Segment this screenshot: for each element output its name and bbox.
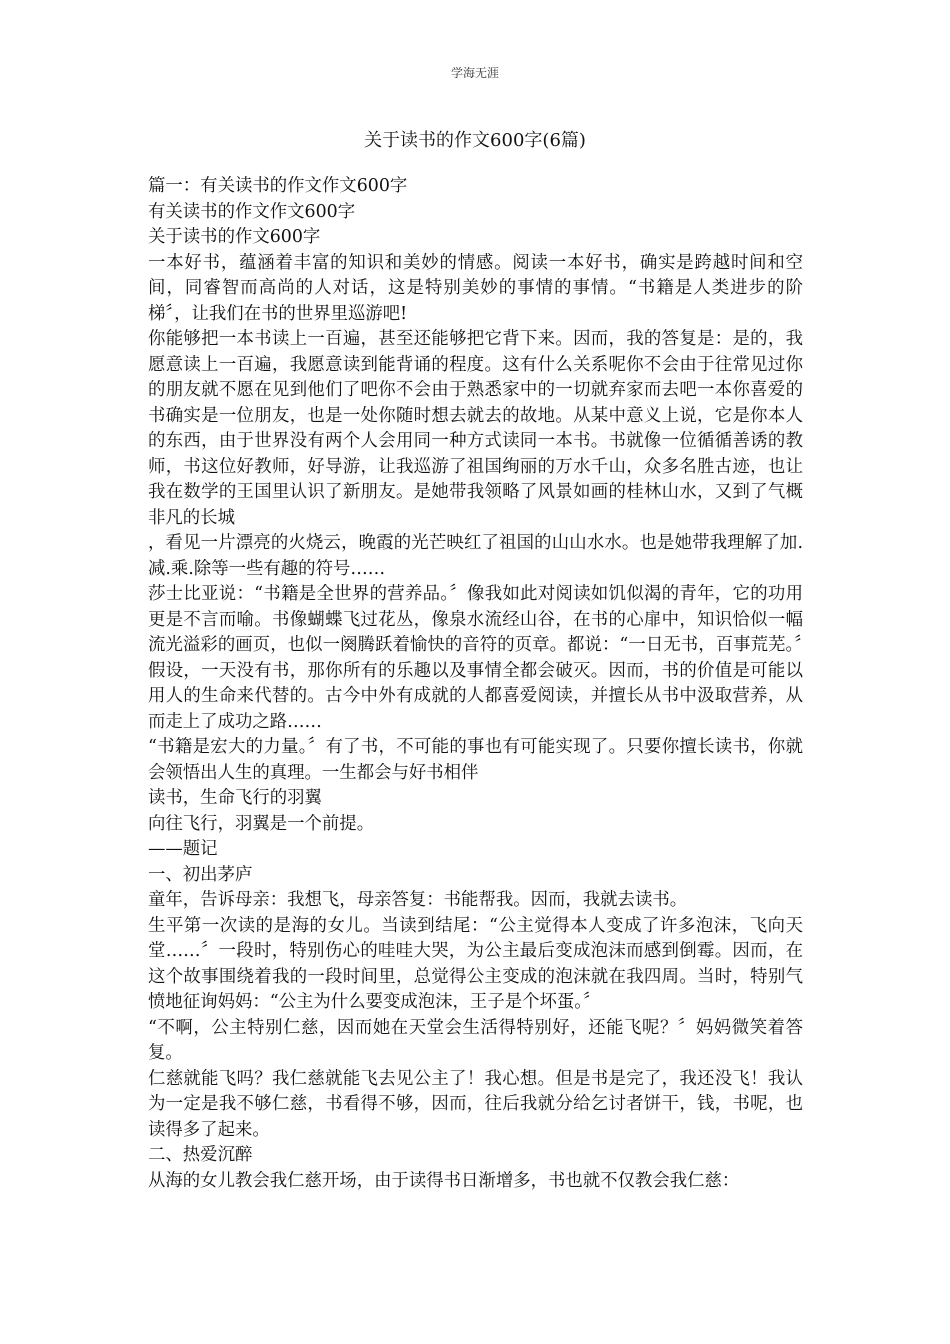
body-paragraph: 你能够把一本书读上一百遍，甚至还能够把它背下来。因而，我的答复是：是的，我愿意读上一百遍，我愿意读到能背诵的程度。这有什么关系呢你不会由于往常见过你的朋友就不愿在见到他们了吧你不会由于熟悉家中的一切就弃家而去吧一本你喜爱的书确实是一位朋友，也是一处你随时想去就去的故地。从某中意义上说，它是你本人的东西，由于世界没有两个人会用同一种方式读同一本书。书就像一位循循善诱的教师，书这位好教师，好导游，让我巡游了祖国绚丽的万水千山，众多名胜古迹，也让我在数学的王国里认识了新朋友。是她带我领略了风景如画的桂林山水，又到了气概非凡的长城 — [148, 329, 803, 528]
subtitle-line: 关于读书的作文600字 — [148, 227, 321, 247]
body-paragraph: ，看见一片漂亮的火烧云，晚霞的光芒映红了祖国的山山水水。也是她带我理解了加.减.乘.除等一些有趣的符号…… — [148, 533, 803, 579]
body-paragraph: 童年，告诉母亲：我想飞，母亲答复：书能帮我。因而，我就去读书。 — [148, 890, 688, 910]
body-paragraph: 莎士比亚说：“书籍是全世界的营养品。〞像我如此对阅读如饥似渴的青年，它的功用更是不言而喻。书像蝴蝶飞过花丛，像泉水流经山谷，在书的心扉中，知识恰似一幅流光溢彩的画页，也似一阕腾跃着愉快的音符的页章。都说：“一日无书，百事荒芜。〞假设，一天没有书，那你所有的乐趣以及事情全都会破灭。因而，书的价值是可能以用人的生命来代替的。古今中外有成就的人都喜爱阅读，并擅长从书中汲取营养，从而走上了成功之路…… — [148, 584, 803, 732]
body-paragraph: “书籍是宏大的力量。〞有了书，不可能的事也有可能实现了。只要你擅长读书，你就会领悟出人生的真理。一生都会与好书相伴 — [148, 737, 803, 783]
body-paragraph: 从海的女儿教会我仁慈开场，由于读得书日渐增多，书也就不仅教会我仁慈： — [148, 1170, 740, 1191]
body-paragraph: “不啊，公主特别仁慈，因而她在天堂会生活得特别好，还能飞呢？〞妈妈微笑着答复。 — [148, 1017, 803, 1063]
body-paragraph: 生平第一次读的是海的女儿。当读到结尾：“公主觉得本人变成了许多泡沫，飞向天堂……〞一段时，特别伤心的哇哇大哭，为公主最后变成泡沫而感到倒霉。因而，在这个故事围绕着我的一段时间里，总觉得公主变成的泡沫就在我四周。当时，特别气愤地征询妈妈：“公主为什么要变成泡沫，王子是个坏蛋。〞 — [148, 915, 803, 1012]
section-heading: 一、初出茅庐 — [148, 864, 253, 885]
subtitle-line: 有关读书的作文作文600字 — [148, 201, 356, 222]
body-paragraph: 向往飞行，羽翼是一个前提。 — [148, 813, 375, 834]
running-header: 学海无涯 — [450, 66, 499, 80]
subtitle-line: 读书，生命飞行的羽翼 — [148, 788, 322, 808]
body-paragraph: 一本好书，蕴涵着丰富的知识和美妙的情感。阅读一本好书，确实是跨越时间和空间，同睿智而高尚的人对话，这是特别美妙的事情的事情。“书籍是人类进步的阶梯〞，让我们在书的世界里巡游吧! — [148, 252, 803, 324]
body-paragraph: 仁慈就能飞吗？我仁慈就能飞去见公主了！我心想。但是书是完了，我还没飞！我认为一定是我不够仁慈，书看得不够，因而，往后我就分给乞讨者饼干，钱，书呢，也读得多了起来。 — [148, 1068, 803, 1140]
document-title: 关于读书的作文600字(6篇) — [364, 130, 586, 151]
epigraph-attribution: ——题记 — [148, 839, 218, 859]
section-heading: 二、热爱沉醉 — [148, 1145, 253, 1165]
document-body — [148, 174, 803, 1194]
section-heading: 篇一：有关读书的作文作文600字 — [148, 176, 408, 196]
